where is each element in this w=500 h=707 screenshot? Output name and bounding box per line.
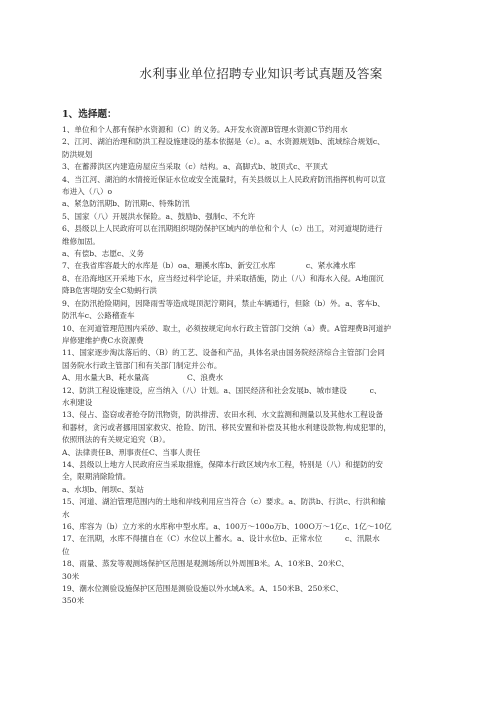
text-line: A、法律责任B、刑事责任C、当事人责任: [62, 447, 201, 457]
text-line: a、有偿b、志愿c、义务: [62, 249, 144, 259]
text-line: 全，限期消除险情。: [62, 472, 131, 482]
text-line: 岸修建维护费C水资源费: [62, 335, 144, 345]
text-line: 11、国家逐步淘汰落后的、（B）的工艺、设备和产品，具体名录由国务院经济综合主管部门会同: [62, 348, 385, 358]
text-line: a、紧急防汛期b、防汛期c、特殊防汛: [62, 199, 190, 209]
text-line: 30米: [62, 571, 80, 581]
section-heading: 1、选择题：: [62, 109, 117, 120]
question-list: [62, 124, 460, 608]
text-line: 维修加固。: [62, 236, 100, 246]
text-line: 防洪规划: [62, 149, 93, 159]
text-line: 350米: [62, 596, 85, 606]
text-line: 依照刑法的有关规定追究（B）。: [62, 435, 171, 445]
text-line: 2、江河、湖泊治理和防洪工程设施建设的基本依据是（c）。a、水资源规划b、流域综合规划c、: [62, 137, 385, 147]
text-line: 4、当江河、湖泊的水情接近保证水位或安全流量时，有关县级以上人民政府防汛指挥机构可以宣: [62, 174, 386, 184]
text-line: 位: [62, 546, 70, 556]
text-line: 7、在我省库容最大的水库是（b）oa、珊溪水库b、新安江水库 c、紧水滩水库: [62, 261, 356, 271]
text-line: 3、在蓄滞洪区内建造房屋应当采取（c）结构。a、高脚式b、坡顶式c、平顶式: [62, 162, 328, 172]
text-line: 水利建设: [62, 397, 93, 407]
text-line: 防汛车c、公路稽查车: [62, 311, 135, 321]
text-line: 5、国家（八）开展洪水保险。a、鼓励b、强制c、不允许: [62, 211, 256, 221]
text-line: 14、县级以上地方人民政府应当采取措施，保障本行政区域内水工程，特别是（八）和提防的安: [62, 459, 384, 469]
text-line: 18、雨量、蒸发等观测场保护区范围是观测场所以外周围B米。A、10米B、20米C、: [62, 559, 349, 569]
text-line: A、用水量大B、耗水量高 C、浪费水: [62, 373, 224, 383]
text-line: 布进入（八）o: [62, 187, 113, 197]
text-line: 9、在防汛抢险期间，因降雨雪等造成堤顶泥泞期间，禁止车辆通行，但除（b）外。a、客车b、: [62, 298, 385, 308]
text-line: 16、库容为（b）立方米的水库称中型水库。a、100万～100o万b、100O万～1亿c、1亿～10亿: [62, 522, 392, 531]
text-line: 降B危害堤防安全C劾蚂行洪: [62, 286, 157, 296]
document-title: 水利事业单位招聘专业知识考试真题及答案: [139, 66, 383, 81]
text-line: 水: [62, 509, 70, 519]
text-line: 1、单位和个人都有保护水资源和（C）的义务。A开发水资源B管理水资源C节约用水: [62, 125, 348, 134]
text-line: 12、防洪工程设施建设，应当纳入（八）计划。a、国民经济和社会发展b、城市建设 c、: [62, 385, 382, 395]
text-line: 19、潮水位测验设施保护区范围是测验设施以外水域A米。A、150米B、250米C、: [62, 584, 344, 594]
text-line: 13、侵占、盗窃或者抢夺防汛物资，防洪排涝、农田水利、水文监测和测量以及其他水工程设备: [62, 410, 384, 420]
text-line: 6、县级以上人民政府可以在汛期组织堤防保护区域内的单位和个人（c）出工，对河道堤防进行: [62, 224, 383, 234]
text-line: 15、河道、湖泊管理范围内的土地和岸线利用应当符合（c）要求。a、防洪b、行洪c、行洪和输: [62, 497, 386, 507]
text-line: 国务院水行政主管部门和有关部门制定并公布。: [62, 360, 222, 370]
text-line: a、水坝b、闸坝c、泵站: [62, 484, 144, 494]
text-line: 和器材，贪污或者挪用国家救灾、抢险、防汛、移民安置和补偿及其他水利建设款物,构成犯罪的，: [62, 422, 391, 432]
text-line: 17、在汛期，水库不得擅自在（C）水位以上蓄水。a、设计水位b、正常水位 c、汛限水: [62, 534, 380, 544]
text-line: 10、在河道管理范围内采砂、取土，必须按规定向水行政主管部门交纳（a）费。A管理费B河道护: [62, 323, 391, 333]
text-line: 8、在沿海地区开采地下水，应当经过科学论证，并采取措施，防止（八）和海水入侵。A地面沉: [62, 273, 384, 283]
